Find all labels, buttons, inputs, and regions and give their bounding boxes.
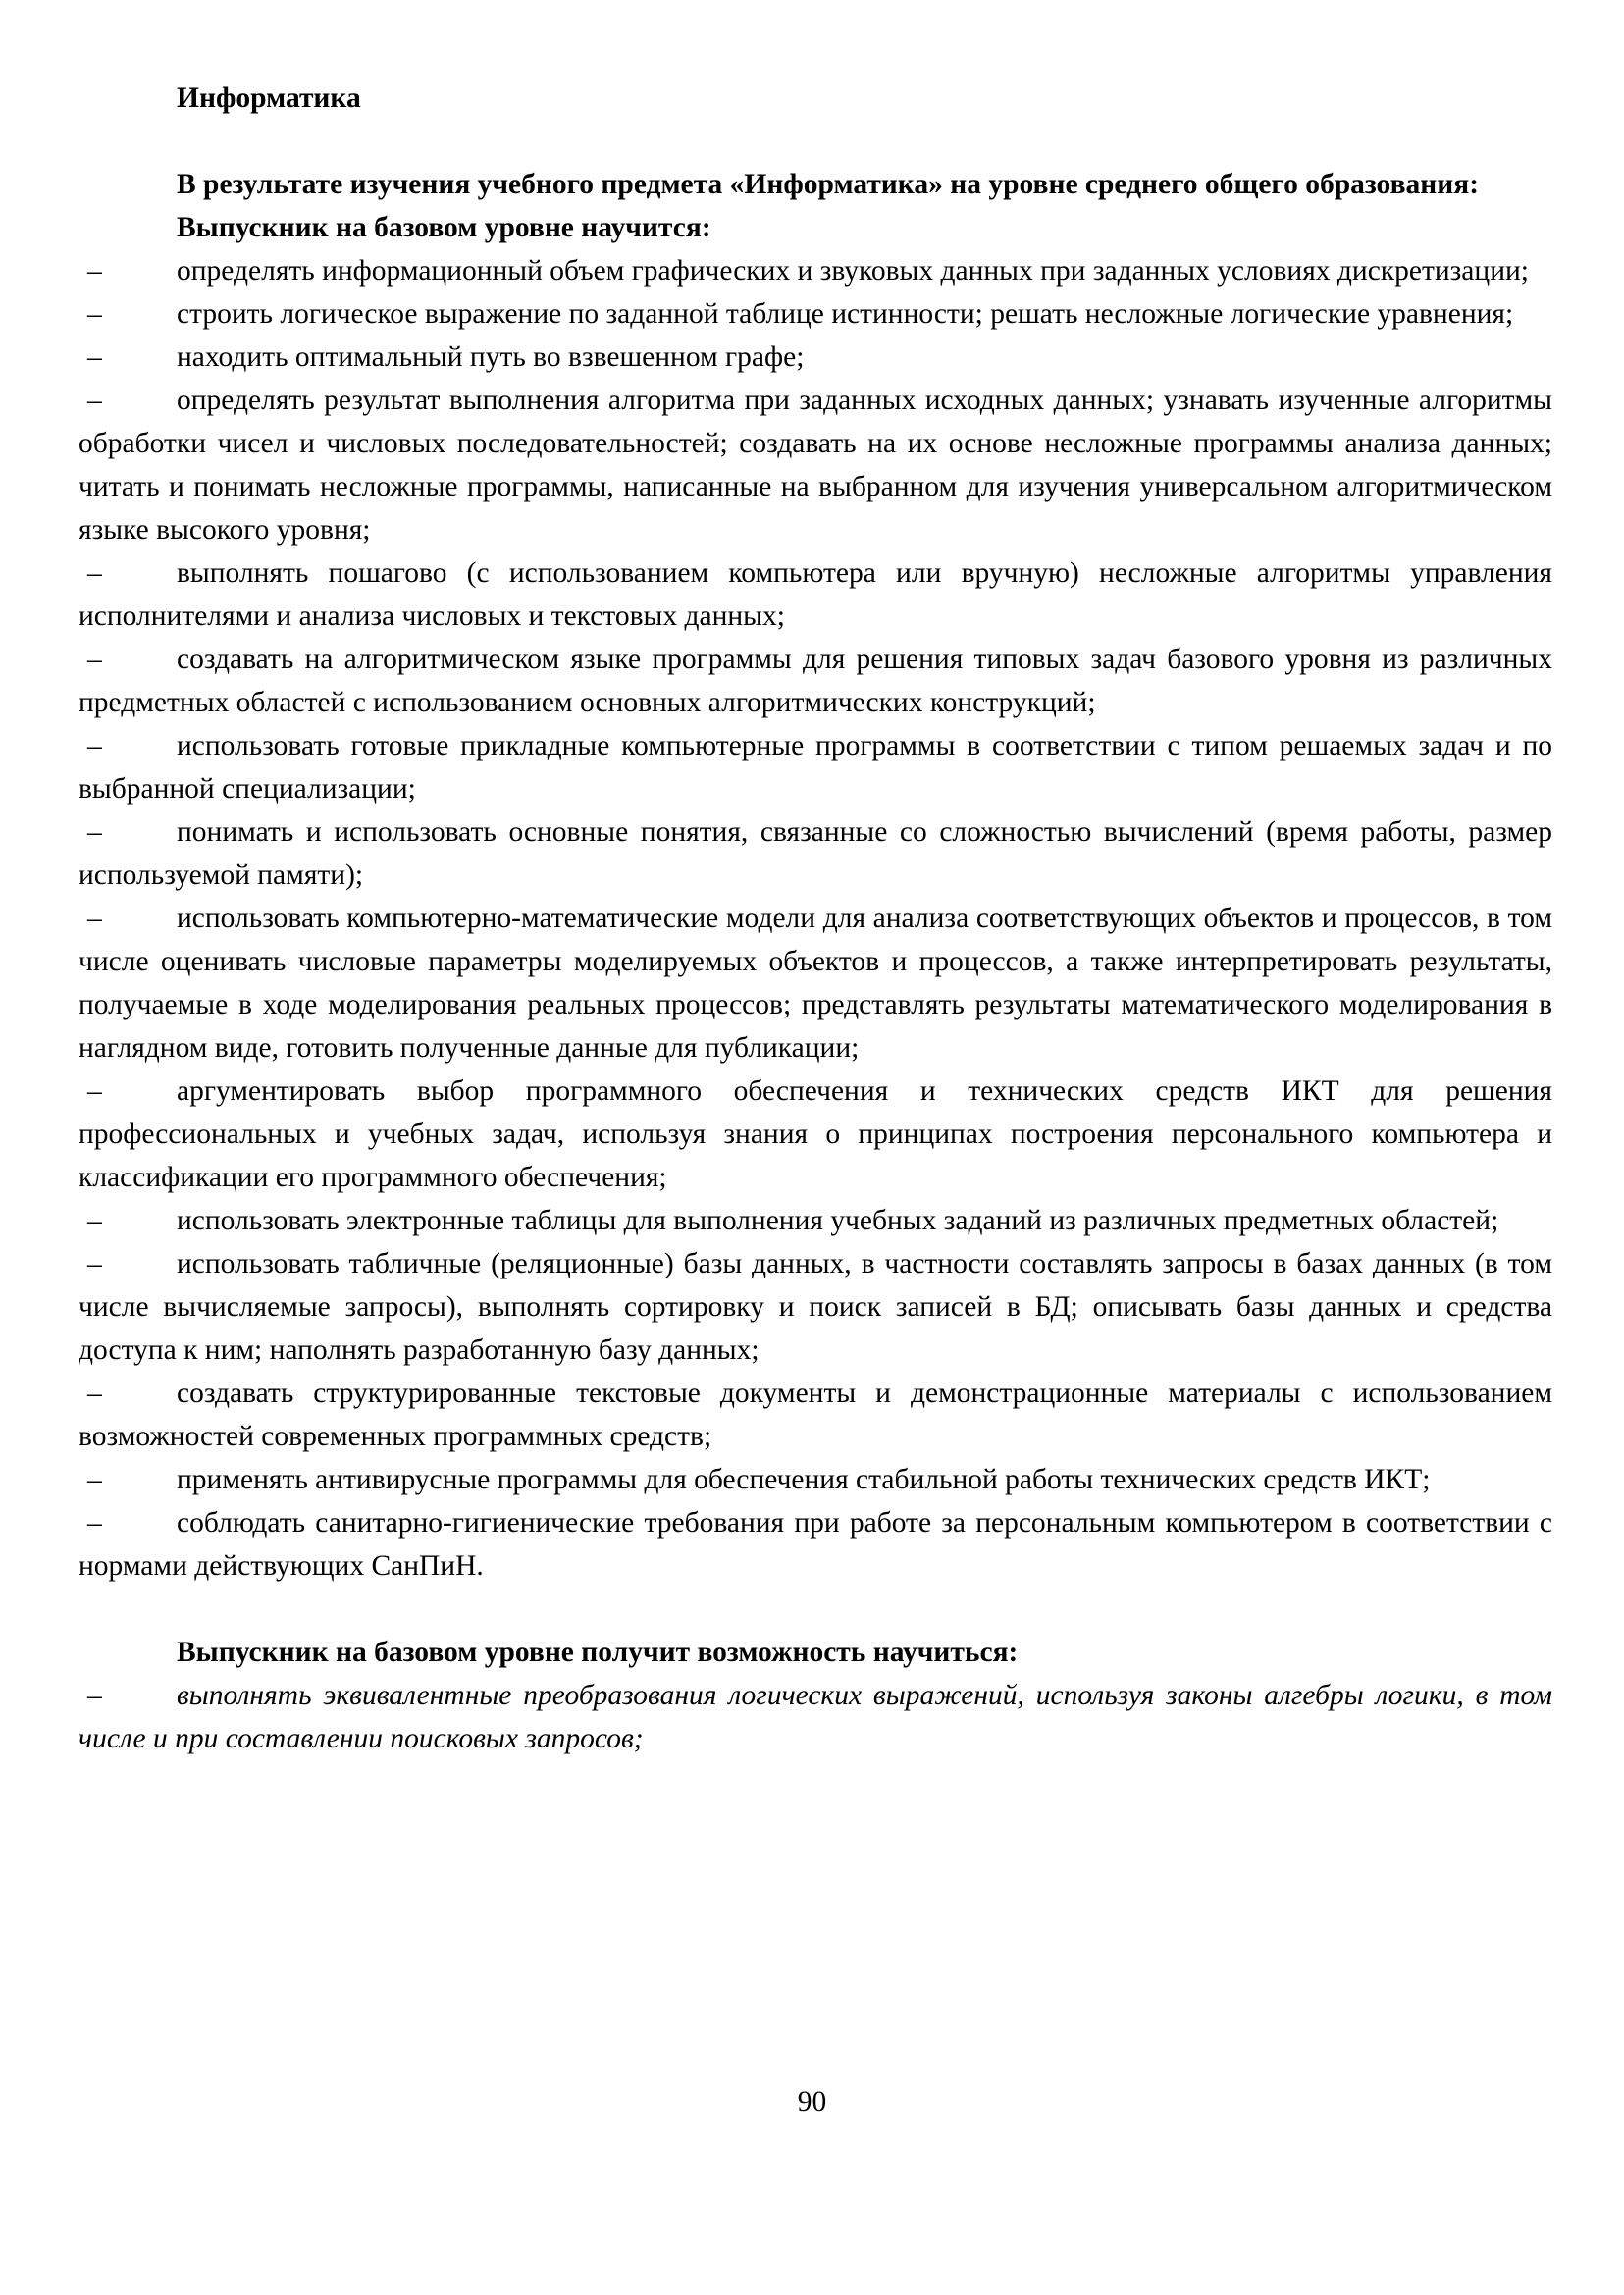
- list-item: [79, 379, 1552, 551]
- list-item: [79, 1069, 1552, 1199]
- list-item: [79, 638, 1552, 724]
- advanced-level-heading: Выпускник на базовом уровне получит возможность научиться:: [177, 1637, 1019, 1668]
- list-item-text: создавать структурированные текстовые документы и демонстрационные материалы с использованием возможностей современных программных средств;: [79, 1378, 1552, 1452]
- bullet-dash: –: [87, 644, 102, 675]
- list-item: [79, 1242, 1552, 1372]
- list-item-text: определять результат выполнения алгоритма при заданных исходных данных; узнавать изученные алгоритмы обработки чисел и числовых последовательностей; создавать на их основе несложные программы анализа данных; читать и понимать несложные программы, написанные на выбранном для изучения универсальном алгоритмическом языке высокого уровня;: [79, 385, 1552, 546]
- list-item: [79, 1199, 1552, 1242]
- list-item: [79, 724, 1552, 810]
- bullet-dash: –: [87, 1507, 102, 1539]
- list-item-text: использовать компьютерно-математические модели для анализа соответствующих объектов и процессов, в том числе оценивать числовые параметры моделируемых объектов и процессов, а также интерпретировать результаты, получаемые в ходе моделирования реальных процессов; представлять результаты математического моделирования в наглядном виде, готовить полученные данные для публикации;: [79, 903, 1552, 1064]
- list-item-text: выполнять пошагово (с использованием компьютера или вручную) несложные алгоритмы управления исполнителями и анализа числовых и текстовых данных;: [79, 557, 1552, 632]
- list-item-text: создавать на алгоритмическом языке программы для решения типовых задач базового уровня из различных предметных областей с использованием основных алгоритмических конструкций;: [79, 644, 1552, 718]
- bullet-dash: –: [87, 1075, 102, 1107]
- basic-level-heading: Выпускник на базовом уровне научится:: [177, 212, 711, 243]
- list-item: [79, 249, 1552, 292]
- list-item: [79, 897, 1552, 1069]
- page-number: 90: [797, 2086, 827, 2117]
- intro-heading: В результате изучения учебного предмета «Информатика» на уровне среднего общего образования:: [177, 169, 1480, 200]
- list-item: [79, 1372, 1552, 1458]
- list-item-text: применять антивирусные программы для обеспечения стабильной работы технических средств ИКТ;: [177, 1464, 1431, 1495]
- list-item-text: строить логическое выражение по заданной таблице истинности; решать несложные логические уравнения;: [177, 298, 1514, 330]
- bullet-dash: –: [87, 557, 102, 589]
- list-item-text: аргументировать выбор программного обеспечения и технических средств ИКТ для решения профессиональных и учебных задач, используя знания о принципах построения персонального компьютера и классификации его программного обеспечения;: [79, 1075, 1552, 1193]
- bullet-dash: –: [87, 1464, 102, 1495]
- bullet-dash: –: [87, 341, 102, 373]
- list-item: [79, 1501, 1552, 1588]
- bullet-dash: –: [87, 1378, 102, 1409]
- bullet-dash: –: [87, 1680, 102, 1711]
- list-item-text: находить оптимальный путь во взвешенном графе;: [177, 341, 805, 373]
- list-item-text: использовать готовые прикладные компьютерные программы в соответствии с типом решаемых задач и по выбранной специализации;: [79, 730, 1552, 805]
- list-item: [79, 336, 1552, 379]
- bullet-dash: –: [87, 730, 102, 761]
- advanced-skills-list: [79, 1674, 1552, 1760]
- bullet-dash: –: [87, 1205, 102, 1236]
- list-item: [79, 810, 1552, 897]
- list-item-text: соблюдать санитарно-гигиенические требования при работе за персональным компьютером в соответствии с нормами действующих СанПиН.: [79, 1507, 1552, 1582]
- bullet-dash: –: [87, 385, 102, 416]
- basic-skills-list: [79, 249, 1552, 1588]
- bullet-dash: –: [87, 298, 102, 330]
- list-item-text: понимать и использовать основные понятия, связанные со сложностью вычислений (время работы, размер используемой памяти);: [79, 816, 1552, 891]
- list-item: [79, 1674, 1552, 1760]
- list-item-text: использовать электронные таблицы для выполнения учебных заданий из различных предметных областей;: [177, 1205, 1499, 1236]
- list-item: [79, 551, 1552, 638]
- document-title: Информатика: [177, 82, 361, 114]
- list-item-text: выполнять эквивалентные преобразования логических выражений, используя законы алгебры логики, в том числе и при составлении поисковых запросов;: [79, 1680, 1552, 1754]
- list-item: [79, 292, 1552, 336]
- bullet-dash: –: [87, 255, 102, 287]
- bullet-dash: –: [87, 816, 102, 848]
- bullet-dash: –: [87, 903, 102, 934]
- document-page: [79, 77, 1552, 1760]
- bullet-dash: –: [87, 1248, 102, 1279]
- list-item-text: использовать табличные (реляционные) базы данных, в частности составлять запросы в базах данных (в том числе вычисляемые запросы), выполнять сортировку и поиск записей в БД; описывать базы данных и средства доступа к ним; наполнять разработанную базу данных;: [79, 1248, 1552, 1366]
- list-item: [79, 1458, 1552, 1501]
- list-item-text: определять информационный объем графических и звуковых данных при заданных условиях дискретизации;: [177, 255, 1529, 287]
